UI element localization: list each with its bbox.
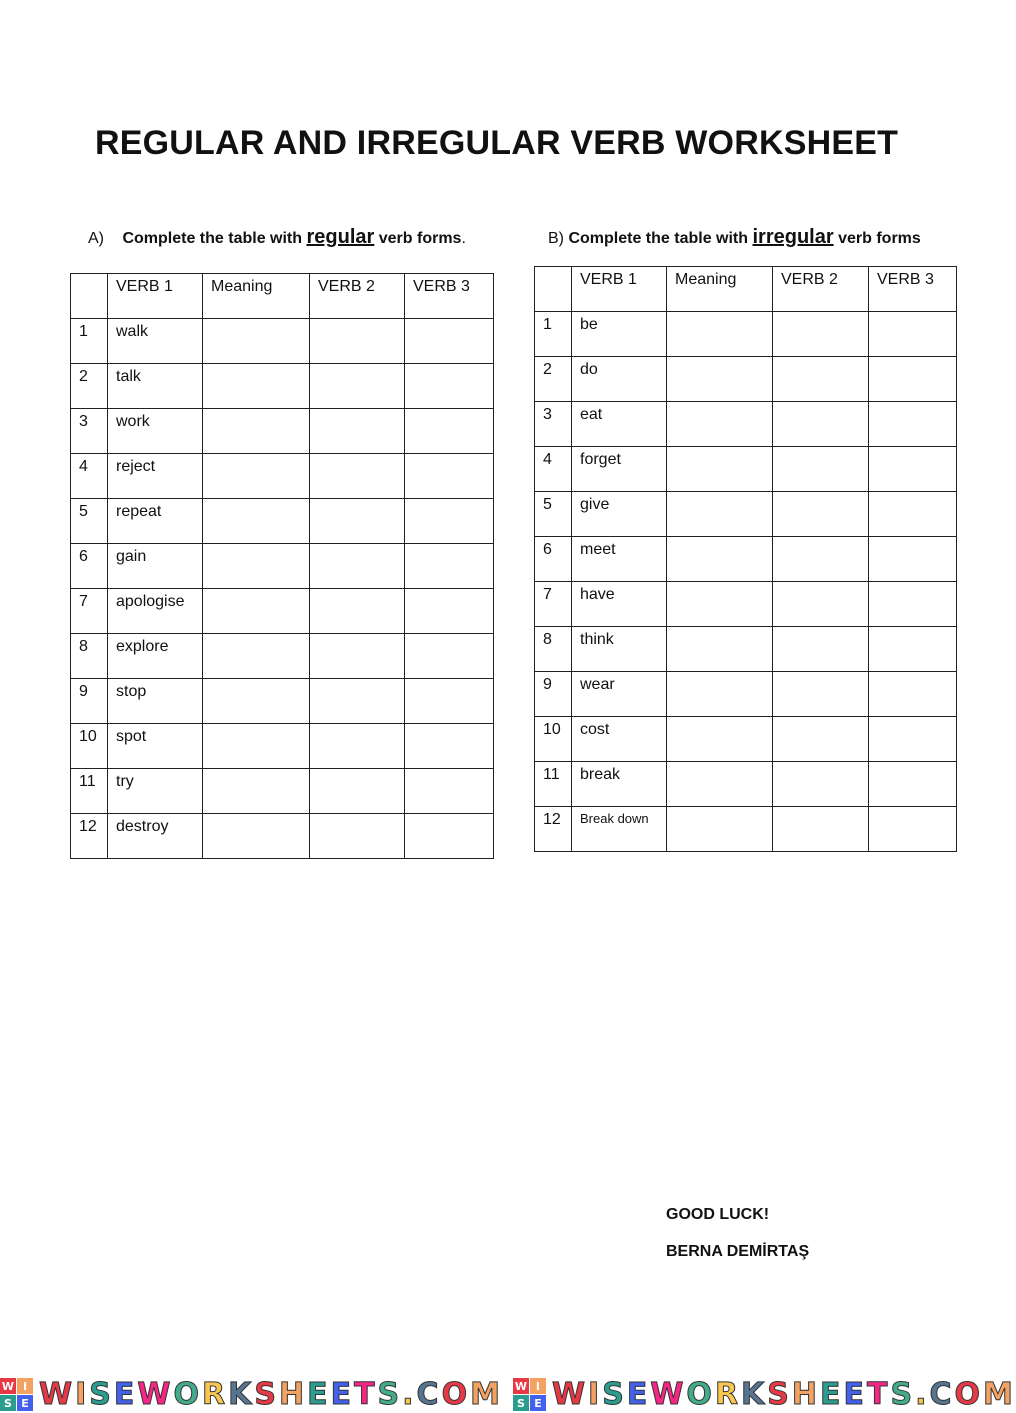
wise-logo-icon	[513, 1378, 546, 1411]
column-header: VERB 3	[405, 274, 494, 319]
meaning-cell[interactable]	[203, 679, 310, 724]
meaning-cell[interactable]	[203, 769, 310, 814]
regular-verbs-table	[70, 273, 494, 859]
meaning-cell[interactable]	[667, 672, 773, 717]
table-row	[71, 364, 494, 409]
table-header-row	[535, 267, 957, 312]
instruction-a	[88, 226, 480, 249]
meaning-cell[interactable]	[667, 807, 773, 852]
verb-2-cell[interactable]	[310, 724, 405, 769]
logo-letter: I	[530, 1378, 546, 1394]
table-row	[71, 724, 494, 769]
instruction-a-keyword: regular	[306, 226, 375, 248]
meaning-cell[interactable]	[667, 447, 773, 492]
row-number: 4	[535, 447, 572, 492]
verb-3-cell[interactable]	[405, 634, 494, 679]
row-number: 3	[71, 409, 108, 454]
table-row	[71, 544, 494, 589]
logo-letter: E	[530, 1395, 546, 1411]
verb-3-cell[interactable]	[405, 679, 494, 724]
row-number: 2	[535, 357, 572, 402]
verb-2-cell[interactable]	[773, 627, 869, 672]
meaning-cell[interactable]	[203, 409, 310, 454]
verb-2-cell[interactable]	[310, 499, 405, 544]
verb-1-cell: reject	[108, 454, 203, 499]
table-row	[535, 807, 957, 852]
verb-1-cell: destroy	[108, 814, 203, 859]
meaning-cell[interactable]	[203, 499, 310, 544]
verb-2-cell[interactable]	[773, 357, 869, 402]
verb-3-cell[interactable]	[869, 672, 957, 717]
column-header: VERB 2	[310, 274, 405, 319]
logo-letter: S	[513, 1395, 529, 1411]
logo-letter: W	[514, 1379, 528, 1393]
verb-1-cell: meet	[572, 537, 667, 582]
verb-2-cell[interactable]	[310, 319, 405, 364]
verb-1-cell: repeat	[108, 499, 203, 544]
verb-3-cell[interactable]	[869, 537, 957, 582]
logo-letter: I	[17, 1378, 33, 1394]
instruction-b-suffix: verb forms	[838, 230, 921, 247]
meaning-cell[interactable]	[667, 492, 773, 537]
column-header: VERB 1	[572, 267, 667, 312]
verb-2-cell[interactable]	[773, 447, 869, 492]
verb-1-cell: stop	[108, 679, 203, 724]
verb-3-cell[interactable]	[405, 769, 494, 814]
verb-1-cell: forget	[572, 447, 667, 492]
table-row	[71, 499, 494, 544]
verb-3-cell[interactable]	[405, 724, 494, 769]
author-name: BERNA DEMİRTAŞ	[666, 1243, 810, 1260]
row-number: 10	[71, 724, 108, 769]
verb-1-cell: Break down	[572, 807, 667, 852]
instruction-b-number: B)	[548, 230, 564, 247]
verb-2-cell[interactable]	[773, 807, 869, 852]
instruction-b-keyword: irregular	[752, 226, 834, 248]
verb-3-cell[interactable]	[869, 402, 957, 447]
table-row	[535, 582, 957, 627]
table-row	[71, 319, 494, 364]
verb-2-cell[interactable]	[310, 364, 405, 409]
row-number: 7	[71, 589, 108, 634]
row-number: 2	[71, 364, 108, 409]
verb-1-cell: be	[572, 312, 667, 357]
table-row	[71, 589, 494, 634]
wise-logo-icon	[0, 1378, 33, 1411]
brand-text: WISEWORKSHEETS.COM	[551, 1377, 1016, 1412]
meaning-cell[interactable]	[203, 364, 310, 409]
table-row	[535, 672, 957, 717]
verb-2-cell[interactable]	[773, 312, 869, 357]
table-row	[535, 627, 957, 672]
footer-watermark	[0, 1376, 1016, 1413]
meaning-cell[interactable]	[667, 762, 773, 807]
table-row	[535, 312, 957, 357]
row-number: 1	[71, 319, 108, 364]
row-number: 12	[71, 814, 108, 859]
meaning-cell[interactable]	[203, 814, 310, 859]
row-number: 9	[535, 672, 572, 717]
instruction-a-dot: .	[461, 230, 466, 247]
verb-1-cell: do	[572, 357, 667, 402]
row-number: 6	[71, 544, 108, 589]
table-row	[535, 537, 957, 582]
verb-3-cell[interactable]	[869, 807, 957, 852]
verb-1-cell: gain	[108, 544, 203, 589]
verb-3-cell[interactable]	[869, 357, 957, 402]
table-row	[535, 357, 957, 402]
table-row	[535, 717, 957, 762]
verb-3-cell[interactable]	[869, 627, 957, 672]
instruction-a-suffix: verb forms	[378, 230, 462, 247]
instruction-b	[548, 226, 921, 249]
instruction-b-prefix: Complete the table with	[568, 230, 749, 247]
meaning-cell[interactable]	[667, 402, 773, 447]
row-number: 8	[535, 627, 572, 672]
meaning-cell[interactable]	[203, 319, 310, 364]
good-luck-text: GOOD LUCK!	[666, 1206, 770, 1223]
verb-3-cell[interactable]	[869, 582, 957, 627]
meaning-cell[interactable]	[203, 634, 310, 679]
meaning-cell[interactable]	[667, 537, 773, 582]
row-number: 8	[71, 634, 108, 679]
meaning-cell[interactable]	[203, 724, 310, 769]
row-number: 10	[535, 717, 572, 762]
verb-2-cell[interactable]	[310, 814, 405, 859]
column-header: VERB 2	[773, 267, 869, 312]
table-row	[535, 447, 957, 492]
page-title: REGULAR AND IRREGULAR VERB WORKSHEET	[95, 124, 899, 162]
verb-2-cell[interactable]	[773, 582, 869, 627]
verb-1-cell: break	[572, 762, 667, 807]
irregular-verbs-table	[534, 266, 957, 852]
column-header: Meaning	[667, 267, 773, 312]
verb-1-cell: think	[572, 627, 667, 672]
verb-2-cell[interactable]	[310, 589, 405, 634]
verb-3-cell[interactable]	[869, 492, 957, 537]
column-header: VERB 3	[869, 267, 957, 312]
logo-letter: S	[0, 1395, 16, 1411]
verb-2-cell[interactable]	[310, 679, 405, 724]
row-number: 6	[535, 537, 572, 582]
table-header-row	[71, 274, 494, 319]
meaning-cell[interactable]	[203, 589, 310, 634]
verb-1-cell: eat	[572, 402, 667, 447]
verb-2-cell[interactable]	[773, 717, 869, 762]
verb-2-cell[interactable]	[310, 634, 405, 679]
verb-1-cell: give	[572, 492, 667, 537]
verb-2-cell[interactable]	[773, 672, 869, 717]
table-row	[535, 762, 957, 807]
brand-text: WISEWORKSHEETS.COM	[39, 1377, 503, 1412]
table-row	[71, 454, 494, 499]
table-row	[71, 814, 494, 859]
row-number: 5	[71, 499, 108, 544]
verb-3-cell[interactable]	[869, 717, 957, 762]
verb-1-cell: cost	[572, 717, 667, 762]
row-number: 9	[71, 679, 108, 724]
verb-1-cell: wear	[572, 672, 667, 717]
row-number: 11	[535, 762, 572, 807]
verb-2-cell[interactable]	[773, 492, 869, 537]
table-row	[535, 492, 957, 537]
verb-1-cell: explore	[108, 634, 203, 679]
verb-3-cell[interactable]	[405, 319, 494, 364]
meaning-cell[interactable]	[667, 357, 773, 402]
column-header: Meaning	[203, 274, 310, 319]
meaning-cell[interactable]	[667, 582, 773, 627]
meaning-cell[interactable]	[203, 544, 310, 589]
verb-3-cell[interactable]	[405, 589, 494, 634]
verb-2-cell[interactable]	[773, 402, 869, 447]
row-number: 7	[535, 582, 572, 627]
row-number: 3	[535, 402, 572, 447]
verb-3-cell[interactable]	[869, 312, 957, 357]
table-row	[535, 402, 957, 447]
logo-letter: W	[1, 1379, 15, 1393]
verb-1-cell: try	[108, 769, 203, 814]
verb-3-cell[interactable]	[405, 499, 494, 544]
row-number: 11	[71, 769, 108, 814]
instruction-a-number: A)	[88, 230, 104, 247]
verb-2-cell[interactable]	[773, 537, 869, 582]
verb-3-cell[interactable]	[405, 814, 494, 859]
verb-3-cell[interactable]	[405, 454, 494, 499]
verb-1-cell: spot	[108, 724, 203, 769]
row-number: 4	[71, 454, 108, 499]
verb-2-cell[interactable]	[310, 544, 405, 589]
table-row	[71, 679, 494, 724]
verb-2-cell[interactable]	[310, 409, 405, 454]
instruction-a-prefix: Complete the table with	[122, 230, 303, 247]
verb-2-cell[interactable]	[310, 454, 405, 499]
verb-3-cell[interactable]	[869, 762, 957, 807]
meaning-cell[interactable]	[667, 312, 773, 357]
column-header: VERB 1	[108, 274, 203, 319]
row-number: 5	[535, 492, 572, 537]
verb-1-cell: talk	[108, 364, 203, 409]
verb-1-cell: walk	[108, 319, 203, 364]
verb-1-cell: have	[572, 582, 667, 627]
verb-3-cell[interactable]	[405, 409, 494, 454]
logo-letter: E	[17, 1395, 33, 1411]
column-header	[71, 274, 108, 319]
verb-1-cell: work	[108, 409, 203, 454]
meaning-cell[interactable]	[667, 627, 773, 672]
verb-2-cell[interactable]	[773, 762, 869, 807]
table-row	[71, 769, 494, 814]
meaning-cell[interactable]	[203, 454, 310, 499]
verb-3-cell[interactable]	[405, 364, 494, 409]
verb-1-cell: apologise	[108, 589, 203, 634]
row-number: 1	[535, 312, 572, 357]
meaning-cell[interactable]	[667, 717, 773, 762]
verb-3-cell[interactable]	[869, 447, 957, 492]
verb-3-cell[interactable]	[405, 544, 494, 589]
table-row	[71, 634, 494, 679]
table-row	[71, 409, 494, 454]
row-number: 12	[535, 807, 572, 852]
verb-2-cell[interactable]	[310, 769, 405, 814]
column-header	[535, 267, 572, 312]
